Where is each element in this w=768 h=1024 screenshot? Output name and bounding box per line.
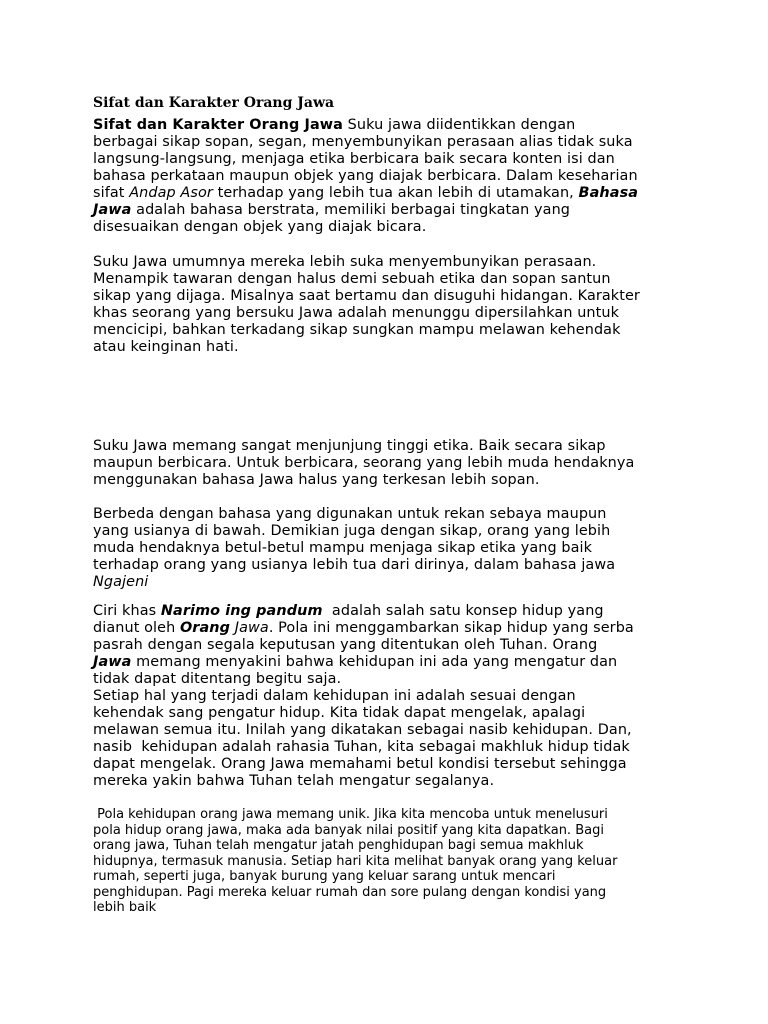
bold-italic-term: Narimo ing pandum — [160, 603, 323, 619]
italic-term: Andap Asor — [129, 185, 213, 201]
text-run: . Pola ini menggambarkan sikap hidup yang serba — [268, 620, 634, 636]
text-line: muda hendaknya betul-betul mampu menjaga sikap etika yang baik — [93, 540, 593, 556]
text-line: mencicipi, bahkan terkadang sikap sungkan mampu melawan kehendak — [93, 322, 621, 338]
text-line: Suku Jawa memang sangat menjunjung tinggi etika. Baik secara sikap — [93, 438, 606, 454]
text-run: sifat — [93, 185, 130, 201]
text-line: rumah, seperti juga, banyak burung yang keluar sarang untuk mencari — [93, 869, 556, 884]
text-line: kehendak sang pengatur hidup. Kita tidak dapat mengelak, apalagi — [93, 705, 586, 721]
text-line: Menampik tawaran dengan halus demi sebuah etika dan sopan santun — [93, 271, 611, 287]
bold-italic-term: Orang — [179, 620, 231, 636]
text-line: lebih baik — [93, 900, 157, 915]
paragraph-hidden-feelings — [93, 254, 683, 356]
text-run: adalah salah satu konsep hidup yang — [322, 603, 604, 619]
text-run: adalah bahasa berstrata, memiliki berbagai tingkatan yang — [131, 202, 571, 218]
text-line — [93, 620, 683, 637]
text-line: khas seorang yang bersuku Jawa adalah menunggu dipersilahkan untuk — [93, 305, 620, 321]
text-line: penghidupan. Pagi mereka keluar rumah dan sore pulang dengan kondisi yang — [93, 884, 607, 900]
text-run: terhadap yang lebih tua akan lebih di utamakan, — [212, 185, 579, 201]
text-line: berbagai sikap sopan, segan, menyembunyikan perasaan alias tidak suka — [93, 134, 633, 150]
text-line: melawan semua itu. Inilah yang dikatakan sebagai nasib kehidupan. Dan, — [93, 722, 632, 738]
text-line: terhadap orang yang usianya lebih tua dari dirinya, dalam bahasa jawa — [93, 557, 616, 573]
text-line: atau keinginan hati. — [93, 339, 239, 355]
bold-italic-term: Jawa — [93, 654, 132, 670]
text-line: Berbeda dengan bahasa yang digunakan untuk rekan sebaya maupun — [93, 506, 607, 522]
text-line — [93, 654, 683, 671]
text-line: pasrah dengan segala keputusan yang ditentukan oleh Tuhan. Orang — [93, 637, 598, 653]
paragraph-ethics — [93, 438, 683, 489]
intro-title-bold: Sifat dan Karakter Orang Jawa — [93, 117, 343, 133]
italic-term: Jawa — [234, 620, 269, 636]
text-line: mereka yakin bahwa Tuhan telah mengatur segalanya. — [93, 773, 495, 789]
paragraph-narimo — [93, 603, 683, 790]
text-line: orang jawa, Tuhan telah mengatur jatah penghidupan bagi semua makhluk — [93, 838, 584, 853]
text-line: pola hidup orang jawa, maka ada banyak nilai positif yang kita dapatkan. Bagi — [93, 822, 604, 838]
text-line: langsung-langsung, menjaga etika berbicara baik secara konten isi dan — [93, 151, 615, 167]
paragraph-way-of-life — [93, 807, 683, 916]
text-line: menggunakan bahasa Jawa halus yang terkesan lebih sopan. — [93, 472, 540, 488]
text-line: Suku Jawa umumnya mereka lebih suka menyembunyikan perasaan. — [93, 254, 597, 270]
text-line — [93, 603, 683, 620]
text-run: dianut oleh — [93, 620, 180, 636]
text-line: hidupnya, termasuk manusia. Setiap hari kita melihat banyak orang yang keluar — [93, 853, 618, 869]
document-heading: Sifat dan Karakter Orang Jawa — [93, 95, 335, 111]
bold-italic-term: Jawa — [93, 202, 132, 218]
text-line: Setiap hal yang terjadi dalam kehidupan ini adalah sesuai dengan — [93, 688, 576, 704]
text-line: nasib kehidupan adalah rahasia Tuhan, kita sebagai makhluk hidup tidak — [93, 739, 630, 755]
text-run: Ciri khas — [93, 603, 161, 619]
text-line — [93, 202, 683, 219]
text-line: yang usianya di bawah. Demikian juga dengan sikap, orang yang lebih — [93, 523, 611, 539]
text-line: maupun berbicara. Untuk berbicara, seorang yang lebih muda hendaknya — [93, 455, 635, 471]
text-line: disesuaikan dengan objek yang diajak bicara. — [93, 219, 427, 235]
text-line: tidak dapat ditentang begitu saja. — [93, 671, 342, 687]
bold-italic-term: Bahasa — [578, 185, 639, 201]
text-line: sikap yang dijaga. Misalnya saat bertamu dan disuguhi hidangan. Karakter — [93, 288, 640, 304]
text-line — [93, 185, 683, 202]
text-run: memang menyakini bahwa kehidupan ini ada yang mengatur dan — [131, 654, 618, 670]
text-run: Suku jawa diidentikkan dengan — [342, 117, 576, 133]
text-line — [93, 117, 683, 134]
paragraph-intro — [93, 117, 683, 236]
text-line: Pola kehidupan orang jawa memang unik. Jika kita mencoba untuk menelusuri — [93, 807, 608, 822]
italic-term: Ngajeni — [93, 574, 149, 590]
text-line: dapat mengelak. Orang Jawa memahami betul kondisi tersebut sehingga — [93, 756, 627, 772]
paragraph-language-levels — [93, 506, 683, 591]
text-line: bahasa perkataan maupun objek yang diajak berbicara. Dalam keseharian — [93, 168, 638, 184]
